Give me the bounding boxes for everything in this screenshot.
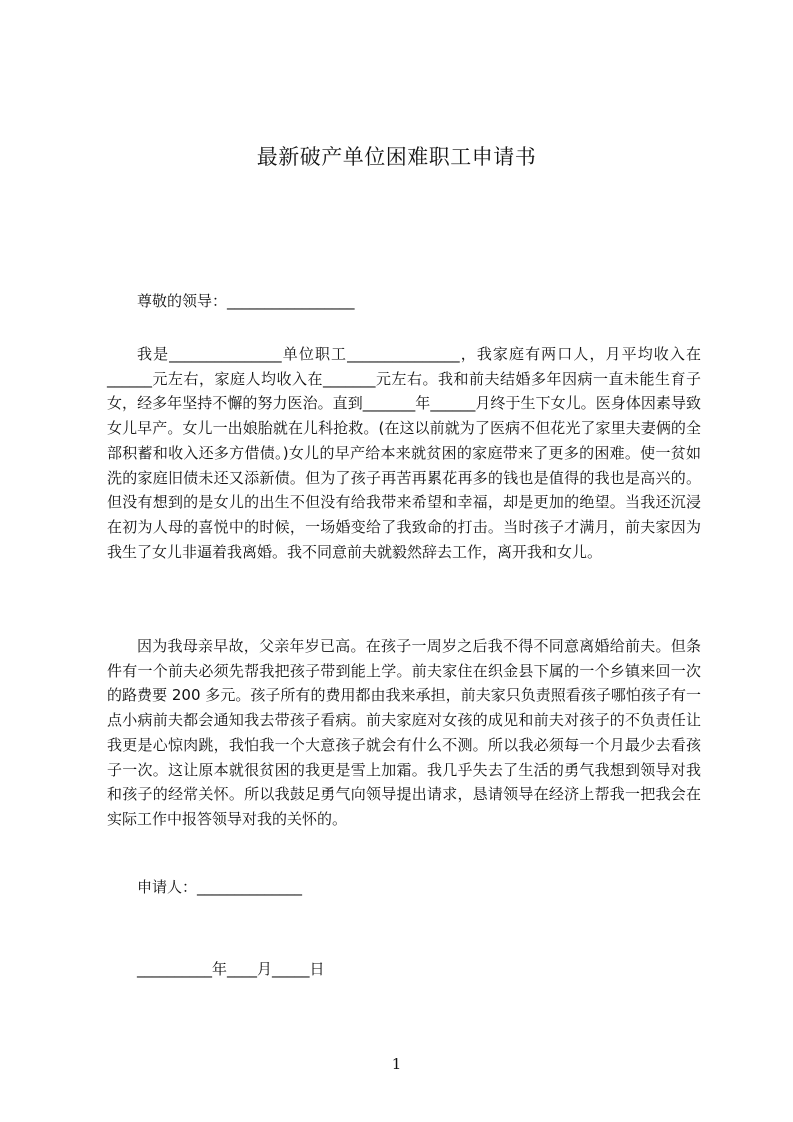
body-paragraph: 我是_______________单位职工_______________，我家庭有两口人，月平均收入在______元左右，家庭人均收入在_______元左右。我和前夫结婚多年因病一直未能生育子女，经多年坚持不懈的努力医治。直到_______年______月终于生下女儿。医身体因素导致女儿早产。女儿一出娘胎就在儿科抢救。(在这以前就为了医病不但花光了家里夫妻俩的全部积蓄和收入还多方借债。)女儿的早产给本来就贫困的家庭带来了更多的困难。使一贫如洗的家庭旧债未还又添新债。但为了孩子再苦再累花再多的钱也是值得的我也是高兴的。但没有想到的是女儿的出生不但没有给我带来希望和幸福，却是更加的绝望。当我还沉浸在初为人母的喜悦中的时候，一场婚变给了我致命的打击。当时孩子才满月，前夫家因为我生了女儿非逼着我离婚。我不同意前夫就毅然辞去工作，离开我和女儿。 xyxy=(107,345,701,561)
applicant-signature-line: 申请人：______________ xyxy=(137,878,303,896)
body-paragraph: 因为我母亲早故，父亲年岁已高。在孩子一周岁之后我不得不同意离婚给前夫。但条件有一个前夫必须先帮我把孩子带到能上学。前夫家住在织金县下属的一个乡镇来回一次的路费要 200 多元。孩子所有的费用都由我来承担，前夫家只负责照看孩子哪怕孩子有一点小病前夫都会通知我去带孩子看病。前夫家庭对女孩的成见和前夫对孩子的不负责任让我更是心惊肉跳，我怕我一个大意孩子就会有什么不测。所以我必须每一个月最少去看孩子一次。这让原本就很贫困的我更是雪上加霜。我几乎失去了生活的勇气我想到领导对我和孩子的经常关怀。所以我鼓足勇气向领导提出请求，恳请领导在经济上帮我一把我会在实际工作中报答领导对我的关怀的。 xyxy=(107,637,701,828)
page-number: 1 xyxy=(391,1055,402,1073)
document-title: 最新破产单位困难职工申请书 xyxy=(256,145,537,169)
date-line: __________年____月_____日 xyxy=(137,960,325,978)
salutation: 尊敬的领导：_________________ xyxy=(137,292,355,310)
